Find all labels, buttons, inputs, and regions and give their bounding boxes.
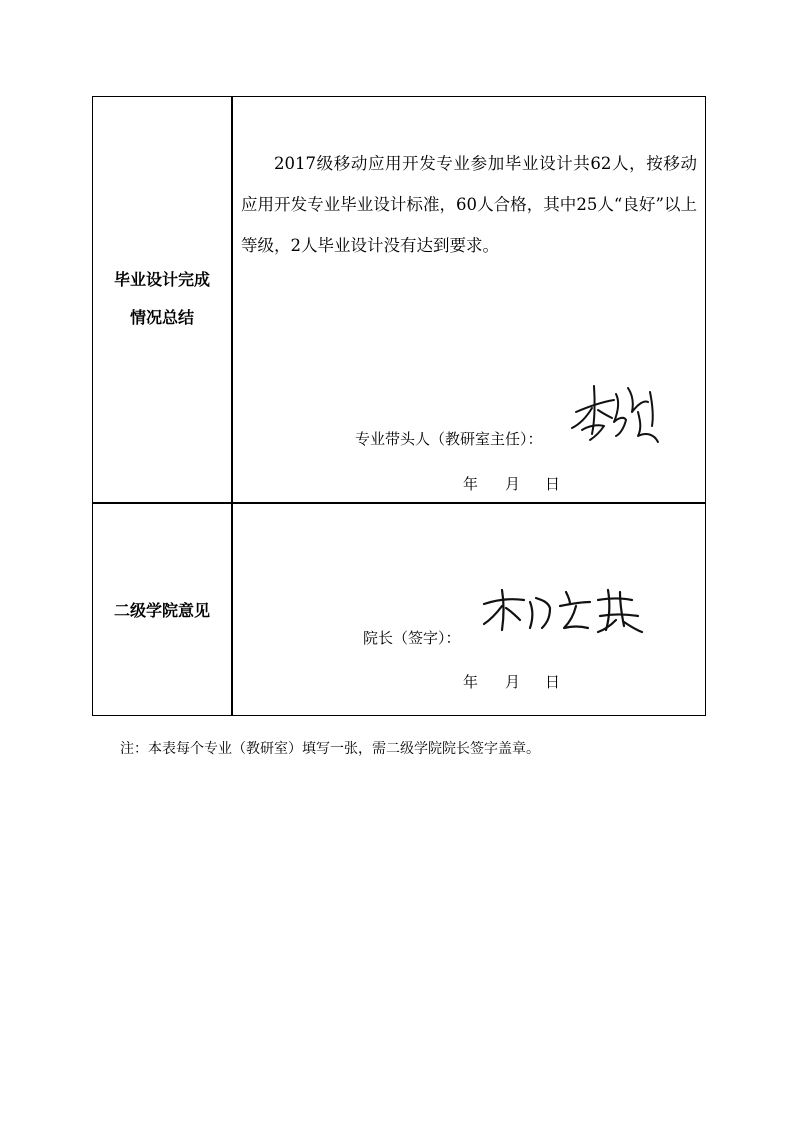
dean-signature-label: 院长（签字）： <box>363 629 461 647</box>
program-head-label: 专业带头人（教研室主任）： <box>355 430 543 448</box>
row1-label <box>93 261 231 337</box>
row2-date-month: 月 <box>505 673 521 691</box>
row1-label-line1: 毕业设计完成 <box>113 270 210 289</box>
row2-label: 二级学院意见 <box>113 601 210 620</box>
column-divider <box>231 97 233 715</box>
row1-date-month: 月 <box>505 475 521 493</box>
row1-date-day: 日 <box>545 475 561 493</box>
row1-date-year: 年 <box>463 475 479 493</box>
completion-summary-text: 2017级移动应用开发专业参加毕业设计共62人，按移动应用开发专业毕业设计标准，60人合格，其中25人“良好”以上等级，2人毕业设计没有达到要求。 <box>241 154 697 255</box>
row-divider <box>93 502 705 504</box>
dean-signature <box>480 582 660 638</box>
row2-date-year: 年 <box>463 673 479 691</box>
program-head-signature <box>568 372 668 452</box>
footnote: 注：本表每个专业（教研室）填写一张，需二级学院院长签字盖章。 <box>120 741 540 757</box>
row2-date-day: 日 <box>545 673 561 691</box>
row1-label-line2: 情况总结 <box>129 308 194 327</box>
